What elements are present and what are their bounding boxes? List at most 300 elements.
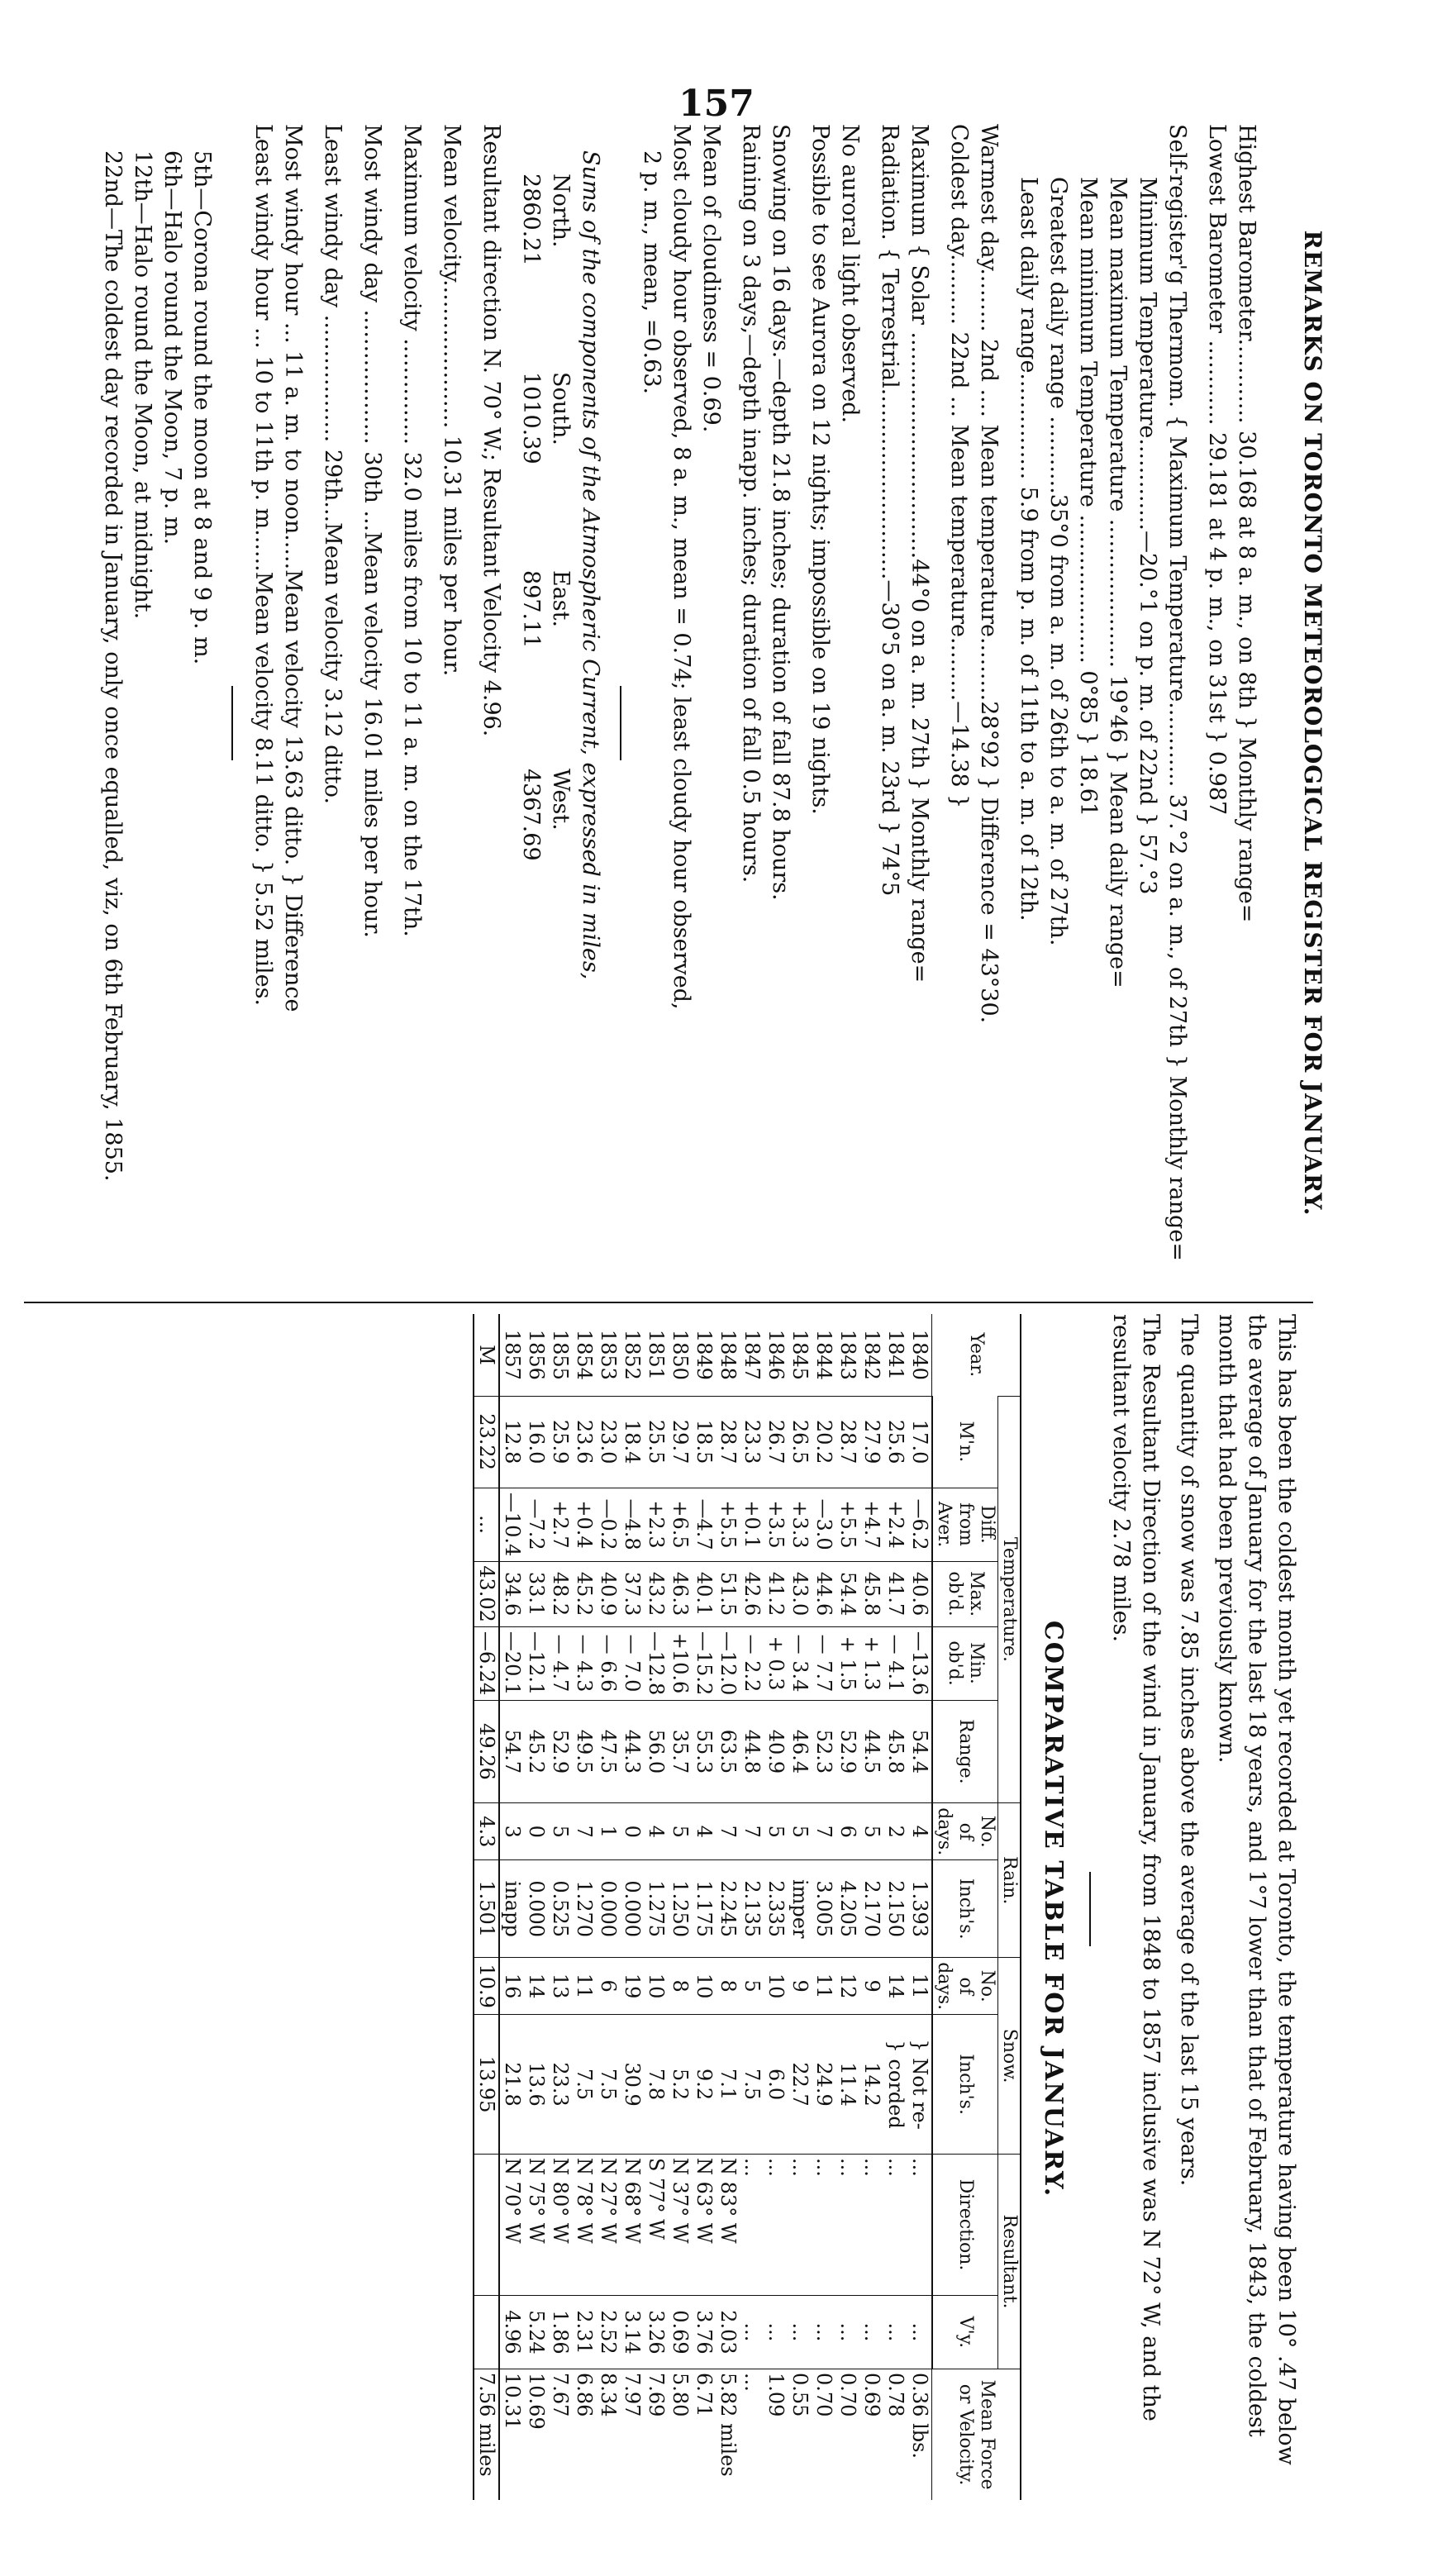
table-cell: 3.76	[692, 2295, 716, 2369]
table-cell: N 63° W	[692, 2155, 716, 2296]
table-cell: 40.9	[596, 1561, 620, 1626]
table-cell: 22.7	[788, 2015, 812, 2155]
table-cell: } corded	[883, 2015, 907, 2155]
table-cell: 52.9	[548, 1700, 572, 1803]
table-cell: 6	[836, 1803, 859, 1860]
table-cell: 25.5	[644, 1396, 668, 1488]
table-cell: 17.0	[907, 1396, 932, 1488]
table-cell: 18.5	[692, 1396, 716, 1488]
remark-paragraph: This has been the coldest month yet recorded at Toronto, the temperature having been 10° .47 below the average of January for the last 18 years, and 1°7 lower than that of February, 1843, the coldest month that had been previously known.	[1214, 1314, 1299, 2465]
table-cell: 28.7	[716, 1396, 740, 1488]
table-cell: 5.80	[668, 2369, 692, 2501]
table-cell: 7.69	[644, 2369, 668, 2501]
table-cell: 0.525	[548, 1860, 572, 1958]
table-cell: 11.4	[836, 2015, 859, 2155]
table-cell: 0.000	[524, 1860, 548, 1958]
remarks-line: Least daily range............... 5.9 from p. m. of 11th to a. m. of 12th.	[1016, 177, 1041, 921]
wind-line: Most windy day ................... 30th ...Mean velocity 16.01 miles per hour.	[359, 124, 385, 938]
table-cell: 3.26	[644, 2295, 668, 2369]
table-cell: 43.2	[644, 1561, 668, 1626]
table-cell: +2.7	[548, 1488, 572, 1561]
remarks-line: Maximum { Solar ................................44°0 on a. m. 27th } Monthly range=	[907, 124, 932, 983]
table-cell: ...	[788, 2295, 812, 2369]
table-cell: 19	[620, 1958, 644, 2015]
table-cell: 4.205	[836, 1860, 859, 1958]
table-cell: 0.70	[836, 2369, 859, 2501]
table-cell: 5	[668, 1803, 692, 1860]
table-cell: 40.6	[907, 1561, 932, 1626]
separator-rule	[231, 686, 233, 760]
table-row	[499, 1314, 524, 2500]
table-cell: 5	[764, 1803, 788, 1860]
col-rain-days: No. of days.	[932, 1803, 998, 1860]
remarks-line: Snowing on 16 days.—depth 21.8 inches; duration of fall 87.8 hours.	[768, 124, 793, 901]
table-cell: 5	[788, 1803, 812, 1860]
components-col: North.	[548, 174, 574, 248]
table-cell: 46.3	[668, 1561, 692, 1626]
table-row	[907, 1314, 932, 2500]
table-row	[716, 1314, 740, 2500]
table-cell: 0.000	[620, 1860, 644, 1958]
table-cell: 1.175	[692, 1860, 716, 1958]
table-cell: — 4.3	[572, 1626, 596, 1700]
table-cell: 5.82 miles	[716, 2369, 740, 2501]
table-cell: 63.5	[716, 1700, 740, 1803]
table-cell: 24.9	[812, 2015, 836, 2155]
table-cell: 20.2	[812, 1396, 836, 1488]
table-cell: 42.6	[740, 1561, 764, 1626]
wind-line: Least windy day .................. 29th...Mean velocity 3.12 ditto.	[320, 124, 345, 805]
table-cell: inapp	[499, 1860, 524, 1958]
table-cell: 23.0	[596, 1396, 620, 1488]
table-cell: 46.4	[788, 1700, 812, 1803]
table-cell: 23.3	[740, 1396, 764, 1488]
table-cell: 7.67	[548, 2369, 572, 2501]
table-cell: 2.52	[596, 2295, 620, 2369]
table-cell: —13.6	[907, 1626, 932, 1700]
table-cell: 44.5	[859, 1700, 883, 1803]
table-cell: 3	[499, 1803, 524, 1860]
table-cell: N 83° W	[716, 2155, 740, 2296]
table-cell: 1852	[621, 1329, 644, 1380]
table-cell: ...	[764, 2295, 788, 2369]
remarks-line: 2 p. m., mean, =0.63.	[639, 150, 664, 395]
table-cell: 4.96	[499, 2295, 524, 2369]
table-cell: 10	[692, 1958, 716, 2015]
table-cell: 12	[836, 1958, 859, 2015]
remarks-line: Minimum Temperature.............—20.°1 on p. m. of 22nd } 57.°3	[1135, 177, 1160, 895]
table-cell	[474, 2295, 499, 2369]
table-cell: ...	[812, 2295, 836, 2369]
table-cell: 7.5	[572, 2015, 596, 2155]
table-cell: 13	[548, 1958, 572, 2015]
note-line: 5th—Corona round the moon at 8 and 9 p. m.	[189, 150, 215, 665]
note-line: 22nd—The coldest day recorded in January, only once equalled, viz, on 6th February, 1855.	[100, 150, 126, 1182]
table-cell: 1.09	[764, 2369, 788, 2501]
table-cell: 1847	[740, 1329, 764, 1380]
separator-rule	[620, 686, 621, 760]
table-cell: 44.6	[812, 1561, 836, 1626]
table-cell: 0.69	[668, 2295, 692, 2369]
table-cell: —4.7	[692, 1488, 716, 1561]
table-row	[859, 1314, 883, 2500]
table-row	[668, 1314, 692, 2500]
table-cell: N 27° W	[596, 2155, 620, 2296]
table-row	[764, 1314, 788, 2500]
table-row	[883, 1314, 907, 2500]
table-cell: ...	[740, 2155, 764, 2296]
table-cell: 14.2	[859, 2015, 883, 2155]
components-header-row	[545, 124, 575, 1322]
components-value-row	[516, 124, 545, 1322]
table-cell: 25.9	[548, 1396, 572, 1488]
table-cell: 6.0	[764, 2015, 788, 2155]
group-wind-resultant: Resultant.	[998, 2155, 1021, 2369]
table-row	[620, 1314, 644, 2500]
table-cell: 9	[788, 1958, 812, 2015]
table-cell: ...	[836, 2155, 859, 2296]
table-cell: 27.9	[859, 1396, 883, 1488]
table-cell: N 80° W	[548, 2155, 572, 2296]
table-cell: 10	[764, 1958, 788, 2015]
table-cell: ...	[883, 2295, 907, 2369]
table-cell: —12.1	[524, 1626, 548, 1700]
table-cell: 7.5	[740, 2015, 764, 2155]
table-cell: 40.9	[764, 1700, 788, 1803]
table-row	[812, 1314, 836, 2500]
table-cell: 5	[859, 1803, 883, 1860]
table-cell: 7	[740, 1803, 764, 1860]
table-cell: 5	[740, 1958, 764, 2015]
table-cell: 56.0	[644, 1700, 668, 1803]
table-cell: 26.7	[764, 1396, 788, 1488]
col-snow-inch: Inch's.	[932, 2015, 998, 2155]
components-heading: Sums of the components of the Atmospheric Current, expressed in miles,	[578, 150, 603, 980]
table-cell: 16	[499, 1958, 524, 2015]
remark-paragraph: The Resultant Direction of the wind in January, from 1848 to 1857 inclusive was N 72° W, and the resultant velocity 2.78 miles.	[1108, 1314, 1164, 2421]
table-cell: 44.8	[740, 1700, 764, 1803]
table-cell: 16.0	[524, 1396, 548, 1488]
table-cell: 0.69	[859, 2369, 883, 2501]
table-cell: — 3.4	[788, 1626, 812, 1700]
table-cell: —6.2	[907, 1488, 932, 1561]
group-temperature: Temperature.	[998, 1396, 1021, 1803]
table-cell: —20.1	[499, 1626, 524, 1700]
table-cell: 1853	[597, 1329, 620, 1380]
table-cell: —10.4	[499, 1488, 524, 1561]
table-cell: 1.270	[572, 1860, 596, 1958]
table-cell: 51.5	[716, 1561, 740, 1626]
table-cell: 4	[692, 1803, 716, 1860]
table-cell: } Not re-	[907, 2015, 932, 2155]
remarks-line: Lowest Barometer ............ 29.181 at 4 p. m., on 31st } 0.987	[1204, 124, 1230, 816]
table-cell: 2.150	[883, 1860, 907, 1958]
table-cell: M	[474, 1314, 499, 1396]
col-velocity: V'y.	[932, 2295, 998, 2369]
table-cell: ...	[764, 2155, 788, 2296]
table-row	[788, 1314, 812, 2500]
table-cell: 1850	[669, 1329, 692, 1380]
table-row	[548, 1314, 572, 2500]
components-val: 4367.69	[518, 769, 544, 861]
table-cell: + 0.3	[764, 1626, 788, 1700]
components-val: 1010.39	[518, 372, 544, 464]
table-cell: 9.2	[692, 2015, 716, 2155]
table-cell: 1846	[764, 1329, 788, 1380]
table-cell: 6.71	[692, 2369, 716, 2501]
table-cell: 1843	[836, 1329, 859, 1380]
table-cell: 2.31	[572, 2295, 596, 2369]
table-cell: —0.2	[596, 1488, 620, 1561]
table-cell: +0.1	[740, 1488, 764, 1561]
table-cell: 1.86	[548, 2295, 572, 2369]
components-val: 897.11	[518, 570, 544, 649]
table-cell: 7.8	[644, 2015, 668, 2155]
table-cell: 8	[668, 1958, 692, 2015]
table-cell: 10.31	[499, 2369, 524, 2501]
remarks-line: Highest Barometer............ 30.168 at 8 a. m., on 8th } Monthly range=	[1234, 124, 1259, 923]
col-direction: Direction.	[932, 2155, 998, 2296]
table-cell: — 7.0	[620, 1626, 644, 1700]
table-cell: 1.275	[644, 1860, 668, 1958]
table-cell: — 7.7	[812, 1626, 836, 1700]
table-cell: + 1.5	[836, 1626, 859, 1700]
table-cell: 45.2	[524, 1700, 548, 1803]
table-row	[692, 1314, 716, 2500]
table-cell: 13.95	[474, 2015, 499, 2155]
table-cell: 1849	[693, 1329, 716, 1380]
table-cell: N 68° W	[620, 2155, 644, 2296]
table-cell: N 70° W	[499, 2155, 524, 2296]
table-cell: 2.135	[740, 1860, 764, 1958]
table-cell: 1845	[788, 1329, 812, 1380]
col-diff: Diff. from Aver.	[932, 1488, 998, 1561]
table-cell: +5.5	[836, 1488, 859, 1561]
table-cell: 41.2	[764, 1561, 788, 1626]
remarks-line: Coldest day.......... 22nd ... Mean temperature.........—14.38 }	[946, 124, 972, 809]
table-cell: —4.8	[620, 1488, 644, 1561]
group-snow: Snow.	[998, 1958, 1021, 2155]
remarks-line: Mean minimum Temperature ..................... 0°85 } 18.61	[1075, 177, 1101, 817]
table-cell: 1840	[908, 1329, 932, 1380]
table-cell: 7.56 miles	[474, 2369, 499, 2501]
table-cell: 37.3	[620, 1561, 644, 1626]
table-cell: 11	[812, 1958, 836, 2015]
table-cell: — 6.6	[596, 1626, 620, 1700]
col-max: Max. ob'd.	[932, 1561, 998, 1626]
remarks-line: Greatest daily range ...........35°0 from a. m. of 26th to a. m. of 27th.	[1045, 177, 1071, 946]
table-cell: 23.3	[548, 2015, 572, 2155]
table-cell: —12.0	[716, 1626, 740, 1700]
table-cell: 7	[812, 1803, 836, 1860]
table-cell: 52.9	[836, 1700, 859, 1803]
remark-paragraph: The quantity of snow was 7.85 inches above the average of the last 15 years.	[1176, 1314, 1202, 2187]
remarks-line: Possible to see Aurora on 12 nights; impossible on 19 nights.	[807, 124, 833, 815]
table-cell: 7.1	[716, 2015, 740, 2155]
table-cell: 6	[596, 1958, 620, 2015]
table-cell: 49.26	[474, 1700, 499, 1803]
wind-line: Mean velocity..................... 10.31 miles per hour.	[439, 124, 464, 677]
table-cell: 54.4	[836, 1561, 859, 1626]
table-cell: 54.7	[499, 1700, 524, 1803]
table-cell: 6.86	[572, 2369, 596, 2501]
table-cell: 33.1	[524, 1561, 548, 1626]
table-cell: +6.5	[668, 1488, 692, 1561]
table-cell: 7.5	[596, 2015, 620, 2155]
table-cell: 1848	[716, 1329, 740, 1380]
remarks-line: Self-register'g Thermom. { Maximum Temperature............ 37.°2 on a. m., of 27th } Monthly range=	[1164, 124, 1190, 1261]
table-cell: 1.250	[668, 1860, 692, 1958]
group-rain: Rain.	[998, 1803, 1021, 1958]
comparative-column	[473, 1314, 1433, 2504]
table-cell: 7	[572, 1803, 596, 1860]
remarks-line: Warmest day......... 2nd .... Mean temperature.........28°92 } Difference = 43°30.	[976, 124, 1002, 1024]
table-row	[572, 1314, 596, 2500]
table-cell: 45.8	[883, 1700, 907, 1803]
remarks-line: No auroral light observed.	[837, 124, 863, 424]
table-cell: N 37° W	[668, 2155, 692, 2296]
table-cell: 49.5	[572, 1700, 596, 1803]
table-row	[524, 1314, 548, 2500]
table-cell: +4.7	[859, 1488, 883, 1561]
table-cell: 14	[883, 1958, 907, 2015]
table-cell: ...	[907, 2295, 932, 2369]
table-cell: +0.4	[572, 1488, 596, 1561]
table-cell: 12.8	[499, 1396, 524, 1488]
table-cell: +10.6	[668, 1626, 692, 1700]
col-year: Year.	[932, 1314, 1021, 1396]
table-cell: ...	[812, 2155, 836, 2296]
remarks-line: Radiation. { Terrestrial...........................—30°5 on a. m. 23rd } 74°5	[877, 124, 902, 897]
table-cell: 4.3	[474, 1803, 499, 1860]
table-cell: — 2.2	[740, 1626, 764, 1700]
table-cell: 0	[620, 1803, 644, 1860]
table-cell: 2.170	[859, 1860, 883, 1958]
table-cell: 1857	[501, 1329, 524, 1380]
mean-row	[474, 1314, 499, 2500]
col-rain-inch: Inch's.	[932, 1860, 998, 1958]
table-cell: 23.22	[474, 1396, 499, 1488]
table-cell: 5	[548, 1803, 572, 1860]
table-cell: 10	[644, 1958, 668, 2015]
table-cell: 47.5	[596, 1700, 620, 1803]
table-cell: 43.02	[474, 1561, 499, 1626]
table-cell: 52.3	[812, 1700, 836, 1803]
table-cell: 2.03	[716, 2295, 740, 2369]
table-cell: — 4.7	[548, 1626, 572, 1700]
table-cell: 1842	[860, 1329, 883, 1380]
wind-line: Least windy hour ... 10 to 11th p. m......Mean velocity 8.11 ditto. } 5.52 miles.	[250, 124, 276, 1007]
table-cell: 29.7	[668, 1396, 692, 1488]
col-mean: M'n.	[932, 1396, 998, 1488]
table-cell: 1.393	[907, 1860, 932, 1958]
table-cell: 41.7	[883, 1561, 907, 1626]
note-line: 12th—Halo round the Moon, at midnight.	[130, 150, 155, 620]
table-row	[644, 1314, 668, 2500]
table-cell: 8.34	[596, 2369, 620, 2501]
table-cell: ...	[883, 2155, 907, 2296]
table-cell: 5.2	[668, 2015, 692, 2155]
table-cell: 5.24	[524, 2295, 548, 2369]
remarks-line: Mean of cloudiness = 0.69.	[698, 124, 724, 433]
table-cell: 44.3	[620, 1700, 644, 1803]
table-cell: +5.5	[716, 1488, 740, 1561]
table-cell: 4	[644, 1803, 668, 1860]
table-cell: 3.005	[812, 1860, 836, 1958]
table-row	[596, 1314, 620, 2500]
wind-line: Resultant direction N. 70° W.; Resultant Velocity 4.96.	[478, 124, 504, 737]
table-cell: 1855	[549, 1329, 572, 1380]
page-number: 157	[678, 83, 755, 125]
remarks-title: REMARKS ON TORONTO METEOROLOGICAL REGISTER FOR JANUARY.	[1299, 230, 1326, 1217]
table-cell: ...	[740, 2295, 764, 2369]
table-cell: 10.69	[524, 2369, 548, 2501]
table-cell: 1844	[812, 1329, 836, 1380]
table-cell: 1851	[645, 1329, 668, 1380]
col-mean-force: Mean Force or Velocity.	[932, 2369, 1021, 2501]
col-snow-days: No. of days.	[932, 1958, 998, 2015]
table-group-header	[998, 1314, 1021, 2500]
table-cell: +2.4	[883, 1488, 907, 1561]
table-cell: N 78° W	[572, 2155, 596, 2296]
comparative-table	[473, 1314, 1021, 2500]
table-cell: ...	[740, 2369, 764, 2501]
table-cell: 11	[572, 1958, 596, 2015]
table-cell: ...	[859, 2155, 883, 2296]
table-cell: 9	[859, 1958, 883, 2015]
wind-line: Most windy hour ... 11 a. m. to noon.....Mean velocity 13.63 ditto. } Difference	[280, 124, 306, 1012]
table-cell: —6.24	[474, 1626, 499, 1700]
remarks-column	[98, 124, 1433, 1322]
table-cell: 1	[596, 1803, 620, 1860]
table-cell: 11	[907, 1958, 932, 2015]
table-cell: +3.5	[764, 1488, 788, 1561]
table-cell: 2.335	[764, 1860, 788, 1958]
table-cell: 1854	[573, 1329, 596, 1380]
table-cell: —15.2	[692, 1626, 716, 1700]
table-cell: —12.8	[644, 1626, 668, 1700]
table-cell: 34.6	[499, 1561, 524, 1626]
table-cell: 55.3	[692, 1700, 716, 1803]
table-cell: 7	[716, 1803, 740, 1860]
table-row	[740, 1314, 764, 2500]
table-body	[474, 1314, 932, 2500]
table-row	[836, 1314, 859, 2500]
table-cell: 10.9	[474, 1958, 499, 2015]
table-cell: —3.0	[812, 1488, 836, 1561]
table-title: COMPARATIVE TABLE FOR JANUARY.	[1039, 1620, 1068, 2198]
table-cell: S 77° W	[644, 2155, 668, 2296]
table-cell: 0.78	[883, 2369, 907, 2501]
table-cell: ...	[788, 2155, 812, 2296]
table-cell: 0.70	[812, 2369, 836, 2501]
table-cell: 30.9	[620, 2015, 644, 2155]
separator-rule	[1089, 1872, 1091, 1946]
table-cell	[474, 2155, 499, 2296]
table-sub-header	[932, 1314, 998, 2500]
table-cell: 4	[907, 1803, 932, 1860]
table-cell: 1841	[884, 1329, 907, 1380]
table-cell: + 1.3	[859, 1626, 883, 1700]
table-cell: —7.2	[524, 1488, 548, 1561]
table-cell: 35.7	[668, 1700, 692, 1803]
table-cell: 23.6	[572, 1396, 596, 1488]
table-cell: 40.1	[692, 1561, 716, 1626]
table-cell: 25.6	[883, 1396, 907, 1488]
table-cell: 48.2	[548, 1561, 572, 1626]
components-col: East.	[548, 570, 574, 628]
table-cell: 18.4	[620, 1396, 644, 1488]
